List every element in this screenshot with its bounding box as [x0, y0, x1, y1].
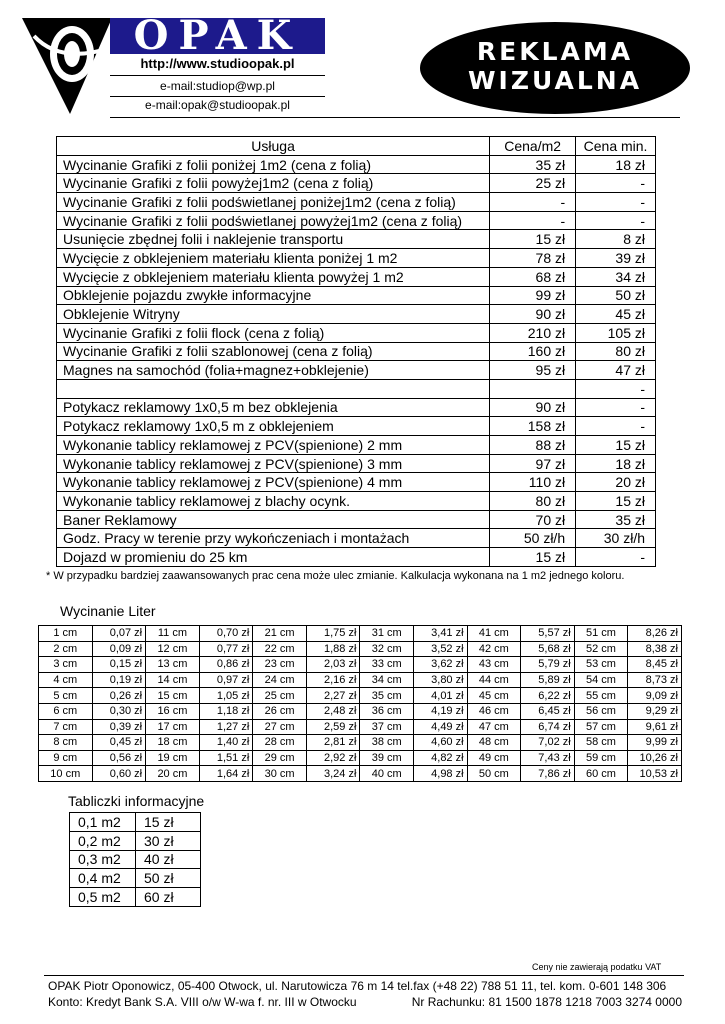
letter-price: 4,49 zł	[413, 719, 467, 735]
letter-height: 20 cm	[146, 766, 200, 782]
price-minimum: 34 zł	[576, 267, 656, 286]
letter-height: 52 cm	[574, 641, 628, 657]
service-name: Wycinanie Grafiki z folii powyżej1m2 (cena z folią)	[57, 174, 490, 193]
price-row	[57, 454, 656, 473]
letters-row	[39, 703, 682, 719]
service-name	[57, 379, 490, 398]
letter-height: 38 cm	[360, 735, 414, 751]
letter-height: 12 cm	[146, 641, 200, 657]
service-name: Obklejenie pojazdu zwykłe informacyjne	[57, 286, 490, 305]
price-row	[57, 267, 656, 286]
price-row	[57, 417, 656, 436]
price-per-m2: 68 zł	[490, 267, 576, 286]
service-name: Wycinanie Grafiki z folii szablonowej (cena z folią)	[57, 342, 490, 361]
letter-height: 14 cm	[146, 672, 200, 688]
price-row	[57, 249, 656, 268]
letter-height: 30 cm	[253, 766, 307, 782]
price-minimum: 35 zł	[576, 510, 656, 529]
price-row	[57, 492, 656, 511]
letter-price: 2,03 zł	[306, 657, 360, 673]
plate-price: 60 zł	[136, 888, 201, 907]
price-row	[57, 473, 656, 492]
price-row	[57, 305, 656, 324]
letter-height: 23 cm	[253, 657, 307, 673]
letter-price: 0,77 zł	[199, 641, 253, 657]
letter-price: 3,52 zł	[413, 641, 467, 657]
letter-height: 28 cm	[253, 735, 307, 751]
letter-height: 35 cm	[360, 688, 414, 704]
letter-price: 2,92 zł	[306, 750, 360, 766]
letter-height: 58 cm	[574, 735, 628, 751]
letter-height: 15 cm	[146, 688, 200, 704]
letter-height: 32 cm	[360, 641, 414, 657]
letter-height: 7 cm	[39, 719, 93, 735]
letter-price: 0,07 zł	[92, 626, 146, 642]
letter-price: 4,19 zł	[413, 703, 467, 719]
price-per-m2: 160 zł	[490, 342, 576, 361]
service-name: Wykonanie tablicy reklamowej z PCV(spienione) 3 mm	[57, 454, 490, 473]
letter-price: 6,45 zł	[521, 703, 575, 719]
letters-price-table	[38, 625, 682, 782]
price-table-header	[57, 137, 656, 156]
letter-price: 1,27 zł	[199, 719, 253, 735]
bank-account-line	[48, 995, 682, 1009]
price-minimum: 45 zł	[576, 305, 656, 324]
price-minimum: -	[576, 398, 656, 417]
letter-price: 1,18 zł	[199, 703, 253, 719]
letters-row	[39, 688, 682, 704]
letter-price: 0,09 zł	[92, 641, 146, 657]
price-row	[57, 286, 656, 305]
letter-height: 24 cm	[253, 672, 307, 688]
letter-height: 22 cm	[253, 641, 307, 657]
company-address: OPAK Piotr Oponowicz, 05-400 Otwock, ul. Narutowicza 76 m 14 tel.fax (+48 22) 788 51 11, tel. kom. 0-601 148 306	[48, 979, 667, 993]
letters-row	[39, 750, 682, 766]
letter-price: 0,60 zł	[92, 766, 146, 782]
service-name: Wykonanie tablicy reklamowej z PCV(spienione) 2 mm	[57, 436, 490, 455]
service-name: Godz. Pracy w terenie przy wykończeniach i montażach	[57, 529, 490, 548]
price-row	[57, 529, 656, 548]
price-row	[57, 361, 656, 380]
letter-height: 46 cm	[467, 703, 521, 719]
price-row	[57, 211, 656, 230]
letters-row	[39, 657, 682, 673]
letter-height: 26 cm	[253, 703, 307, 719]
plate-price: 40 zł	[136, 850, 201, 869]
price-minimum: 8 zł	[576, 230, 656, 249]
price-per-m2: 90 zł	[490, 305, 576, 324]
price-per-m2: 210 zł	[490, 323, 576, 342]
price-minimum: 20 zł	[576, 473, 656, 492]
plate-size: 0,5 m2	[70, 888, 136, 907]
letter-price: 0,70 zł	[199, 626, 253, 642]
price-table	[56, 136, 656, 567]
letter-height: 21 cm	[253, 626, 307, 642]
letter-price: 0,26 zł	[92, 688, 146, 704]
letter-price: 8,38 zł	[628, 641, 682, 657]
service-name: Dojazd w promieniu do 25 km	[57, 548, 490, 567]
letter-price: 3,41 zł	[413, 626, 467, 642]
price-per-m2: 78 zł	[490, 249, 576, 268]
brand-name: OPAK	[133, 12, 302, 59]
price-per-m2: 35 zł	[490, 155, 576, 174]
service-name: Wykonanie tablicy reklamowej z blachy ocynk.	[57, 492, 490, 511]
letter-price: 9,29 zł	[628, 703, 682, 719]
price-minimum: 47 zł	[576, 361, 656, 380]
price-per-m2: 70 zł	[490, 510, 576, 529]
letter-price: 5,79 zł	[521, 657, 575, 673]
plate-size: 0,4 m2	[70, 869, 136, 888]
letter-price: 2,27 zł	[306, 688, 360, 704]
letter-height: 57 cm	[574, 719, 628, 735]
letter-height: 55 cm	[574, 688, 628, 704]
letters-row	[39, 766, 682, 782]
letter-height: 33 cm	[360, 657, 414, 673]
letter-price: 3,80 zł	[413, 672, 467, 688]
letter-height: 10 cm	[39, 766, 93, 782]
letter-height: 37 cm	[360, 719, 414, 735]
service-name: Wycinanie Grafiki z folii podświetlanej poniżej1m2 (cena z folią)	[57, 193, 490, 212]
letter-height: 17 cm	[146, 719, 200, 735]
letter-price: 3,62 zł	[413, 657, 467, 673]
letter-price: 2,48 zł	[306, 703, 360, 719]
letter-price: 2,16 zł	[306, 672, 360, 688]
letter-price: 9,99 zł	[628, 735, 682, 751]
letter-price: 0,39 zł	[92, 719, 146, 735]
price-per-m2: 50 zł/h	[490, 529, 576, 548]
header-service: Usługa	[57, 137, 490, 156]
letter-height: 2 cm	[39, 641, 93, 657]
letter-height: 44 cm	[467, 672, 521, 688]
plate-size: 0,3 m2	[70, 850, 136, 869]
bank-name: Konto: Kredyt Bank S.A. VIII o/w W-wa f. nr. III w Otwocku	[48, 995, 357, 1009]
letter-height: 36 cm	[360, 703, 414, 719]
letter-height: 16 cm	[146, 703, 200, 719]
price-row	[57, 398, 656, 417]
price-per-m2: 88 zł	[490, 436, 576, 455]
price-row	[57, 510, 656, 529]
letter-price: 3,24 zł	[306, 766, 360, 782]
letter-height: 18 cm	[146, 735, 200, 751]
letter-height: 31 cm	[360, 626, 414, 642]
letter-height: 39 cm	[360, 750, 414, 766]
letter-height: 19 cm	[146, 750, 200, 766]
letters-row	[39, 626, 682, 642]
price-minimum: -	[576, 379, 656, 398]
service-name: Baner Reklamowy	[57, 510, 490, 529]
letter-height: 53 cm	[574, 657, 628, 673]
letter-height: 56 cm	[574, 703, 628, 719]
price-minimum: 15 zł	[576, 436, 656, 455]
letter-price: 0,56 zł	[92, 750, 146, 766]
letter-price: 7,02 zł	[521, 735, 575, 751]
price-per-m2: 15 zł	[490, 230, 576, 249]
plate-size: 0,1 m2	[70, 813, 136, 832]
letter-height: 60 cm	[574, 766, 628, 782]
letter-price: 2,81 zł	[306, 735, 360, 751]
letter-height: 43 cm	[467, 657, 521, 673]
letter-height: 47 cm	[467, 719, 521, 735]
letter-height: 25 cm	[253, 688, 307, 704]
price-minimum: 15 zł	[576, 492, 656, 511]
letter-price: 0,30 zł	[92, 703, 146, 719]
letter-price: 1,51 zł	[199, 750, 253, 766]
letter-height: 1 cm	[39, 626, 93, 642]
letter-price: 9,09 zł	[628, 688, 682, 704]
service-name: Wycinanie Grafiki z folii flock (cena z folią)	[57, 323, 490, 342]
tabliczki-section-title: Tabliczki informacyjne	[68, 793, 205, 809]
letter-height: 4 cm	[39, 672, 93, 688]
price-row	[57, 342, 656, 361]
service-name: Obklejenie Witryny	[57, 305, 490, 324]
letter-height: 45 cm	[467, 688, 521, 704]
letter-height: 34 cm	[360, 672, 414, 688]
price-per-m2: 95 zł	[490, 361, 576, 380]
letter-height: 49 cm	[467, 750, 521, 766]
letters-section-title: Wycinanie Liter	[60, 603, 156, 619]
website-url[interactable]: http://www.studioopak.pl	[140, 56, 295, 71]
service-name: Wycięcie z obklejeniem materiału klienta poniżej 1 m2	[57, 249, 490, 268]
letter-height: 27 cm	[253, 719, 307, 735]
letter-height: 48 cm	[467, 735, 521, 751]
service-name: Wycięcie z obklejeniem materiału klienta powyżej 1 m2	[57, 267, 490, 286]
service-name: Wykonanie tablicy reklamowej z PCV(spienione) 4 mm	[57, 473, 490, 492]
footer-rule	[44, 975, 684, 976]
price-row	[57, 155, 656, 174]
header-price-m2: Cena/m2	[490, 137, 576, 156]
letter-height: 6 cm	[39, 703, 93, 719]
price-row	[57, 230, 656, 249]
tabliczki-row	[70, 888, 201, 907]
price-minimum: -	[576, 193, 656, 212]
letter-price: 6,74 zł	[521, 719, 575, 735]
letters-row	[39, 641, 682, 657]
price-per-m2: 158 zł	[490, 417, 576, 436]
letter-price: 8,45 zł	[628, 657, 682, 673]
price-per-m2: 15 zł	[490, 548, 576, 567]
price-minimum: 50 zł	[576, 286, 656, 305]
letter-price: 7,43 zł	[521, 750, 575, 766]
price-per-m2: 97 zł	[490, 454, 576, 473]
tabliczki-row	[70, 850, 201, 869]
letter-price: 5,68 zł	[521, 641, 575, 657]
letter-price: 0,45 zł	[92, 735, 146, 751]
letter-height: 40 cm	[360, 766, 414, 782]
price-per-m2: 80 zł	[490, 492, 576, 511]
letter-height: 5 cm	[39, 688, 93, 704]
opak-logo-icon	[20, 14, 120, 116]
letter-price: 4,01 zł	[413, 688, 467, 704]
letter-height: 54 cm	[574, 672, 628, 688]
tabliczki-price-table	[69, 812, 201, 907]
letter-price: 10,26 zł	[628, 750, 682, 766]
price-minimum: 80 zł	[576, 342, 656, 361]
reklama-wizualna-badge	[420, 22, 690, 114]
price-minimum: -	[576, 417, 656, 436]
plate-price: 50 zł	[136, 869, 201, 888]
letters-row	[39, 735, 682, 751]
plate-size: 0,2 m2	[70, 831, 136, 850]
letter-price: 7,86 zł	[521, 766, 575, 782]
letter-price: 8,73 zł	[628, 672, 682, 688]
header-divider	[110, 96, 325, 97]
letter-height: 29 cm	[253, 750, 307, 766]
header-bottom-rule	[110, 117, 680, 118]
letter-price: 4,98 zł	[413, 766, 467, 782]
letter-price: 1,88 zł	[306, 641, 360, 657]
letter-price: 5,57 zł	[521, 626, 575, 642]
letter-price: 1,64 zł	[199, 766, 253, 782]
price-per-m2: 25 zł	[490, 174, 576, 193]
letters-row	[39, 672, 682, 688]
letter-price: 1,40 zł	[199, 735, 253, 751]
letter-height: 41 cm	[467, 626, 521, 642]
badge-line-2: WIZUALNA	[467, 66, 643, 95]
tabliczki-row	[70, 813, 201, 832]
letter-price: 2,59 zł	[306, 719, 360, 735]
letter-price: 6,22 zł	[521, 688, 575, 704]
letter-price: 1,75 zł	[306, 626, 360, 642]
price-minimum: 39 zł	[576, 249, 656, 268]
letter-price: 0,97 zł	[199, 672, 253, 688]
email-address-1[interactable]: e-mail:studiop@wp.pl	[160, 79, 275, 93]
price-per-m2: -	[490, 211, 576, 230]
price-minimum: -	[576, 211, 656, 230]
price-per-m2: 110 zł	[490, 473, 576, 492]
letter-height: 8 cm	[39, 735, 93, 751]
header-divider	[110, 75, 325, 76]
plate-price: 30 zł	[136, 831, 201, 850]
price-minimum: 18 zł	[576, 155, 656, 174]
letter-price: 4,82 zł	[413, 750, 467, 766]
price-row	[57, 548, 656, 567]
letter-price: 0,15 zł	[92, 657, 146, 673]
account-number: Nr Rachunku: 81 1500 1878 1218 7003 3274 0000	[411, 995, 682, 1009]
letter-price: 0,19 zł	[92, 672, 146, 688]
letter-height: 50 cm	[467, 766, 521, 782]
service-name: Wycinanie Grafiki z folii podświetlanej powyżej1m2 (cena z folią)	[57, 211, 490, 230]
price-row	[57, 193, 656, 212]
badge-line-1: REKLAMA	[476, 37, 634, 66]
tabliczki-row	[70, 831, 201, 850]
price-per-m2: -	[490, 193, 576, 212]
letter-price: 0,86 zł	[199, 657, 253, 673]
letter-price: 5,89 zł	[521, 672, 575, 688]
letter-height: 13 cm	[146, 657, 200, 673]
price-minimum: 18 zł	[576, 454, 656, 473]
price-footnote: * W przypadku bardziej zaawansowanych prac cena może ulec zmianie. Kalkulacja wykonana na 1 m2 jednego koloru.	[46, 570, 625, 582]
letter-price: 8,26 zł	[628, 626, 682, 642]
price-minimum: -	[576, 174, 656, 193]
letters-row	[39, 719, 682, 735]
price-row	[57, 174, 656, 193]
service-name: Usunięcie zbędnej folii i naklejenie transportu	[57, 230, 490, 249]
price-row	[57, 323, 656, 342]
letter-height: 59 cm	[574, 750, 628, 766]
letter-height: 3 cm	[39, 657, 93, 673]
letter-height: 42 cm	[467, 641, 521, 657]
price-minimum: -	[576, 548, 656, 567]
letter-height: 51 cm	[574, 626, 628, 642]
price-row	[57, 436, 656, 455]
price-per-m2: 99 zł	[490, 286, 576, 305]
letter-height: 11 cm	[146, 626, 200, 642]
vat-note: Ceny nie zawierają podatku VAT	[532, 962, 662, 972]
letter-height: 9 cm	[39, 750, 93, 766]
letter-price: 4,60 zł	[413, 735, 467, 751]
price-per-m2: 90 zł	[490, 398, 576, 417]
price-minimum: 30 zł/h	[576, 529, 656, 548]
letter-price: 10,53 zł	[628, 766, 682, 782]
service-name: Wycinanie Grafiki z folii poniżej 1m2 (cena z folią)	[57, 155, 490, 174]
letter-price: 9,61 zł	[628, 719, 682, 735]
tabliczki-row	[70, 869, 201, 888]
plate-price: 15 zł	[136, 813, 201, 832]
price-row	[57, 379, 656, 398]
email-address-2[interactable]: e-mail:opak@studioopak.pl	[145, 98, 290, 112]
service-name: Potykacz reklamowy 1x0,5 m bez obklejenia	[57, 398, 490, 417]
price-minimum: 105 zł	[576, 323, 656, 342]
service-name: Potykacz reklamowy 1x0,5 m z obklejeniem	[57, 417, 490, 436]
header-price-min: Cena min.	[576, 137, 656, 156]
price-per-m2	[490, 379, 576, 398]
service-name: Magnes na samochód (folia+magnez+obklejenie)	[57, 361, 490, 380]
letter-price: 1,05 zł	[199, 688, 253, 704]
